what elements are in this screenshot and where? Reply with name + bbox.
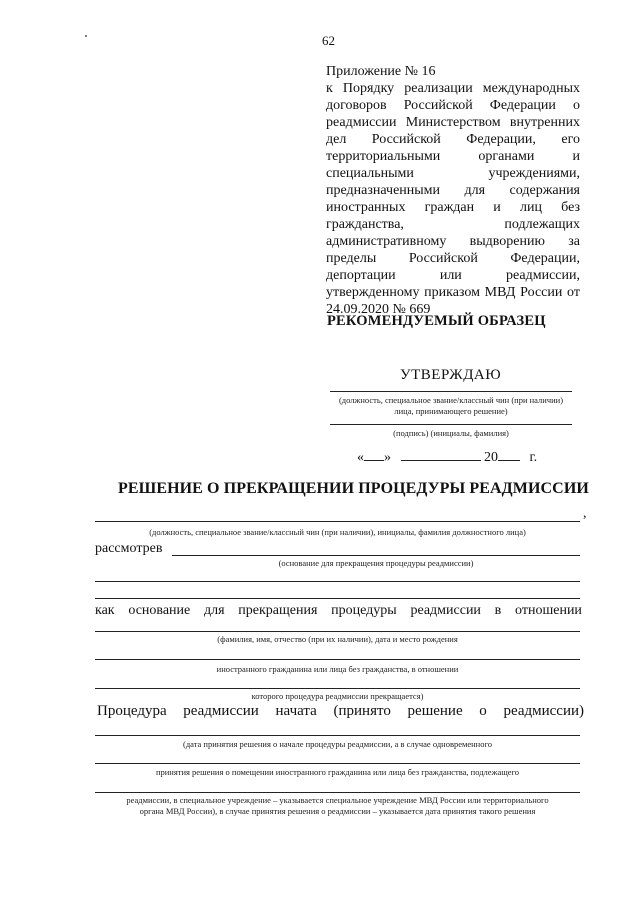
person-line-1 — [95, 631, 580, 632]
word: процедуры — [331, 603, 397, 618]
word: основание — [128, 603, 191, 618]
word: реадмиссии — [183, 703, 259, 719]
word: решение — [407, 703, 463, 719]
approval-signature-caption: (подпись) (инициалы, фамилия) — [393, 428, 509, 438]
date-open-quote: « — [357, 450, 364, 465]
scan-speck — [85, 35, 87, 37]
person-line-2 — [95, 659, 580, 660]
page-number: 62 — [322, 33, 335, 48]
word: для — [203, 603, 225, 618]
appendix-block — [326, 63, 580, 318]
word: как — [95, 603, 115, 618]
date-year-suffix: г. — [529, 450, 538, 465]
word: начата — [275, 703, 317, 719]
date-caption-2: принятия решения о помещении иностранного гражданина или лица без гражданства, подлежащего — [155, 767, 520, 777]
date-caption-1: (дата принятия решения о начале процедуры реадмиссии, а в случае одновременного — [182, 739, 493, 749]
date-caption-3: реадмиссии, в специальное учреждение – указывается специальное учреждение МВД России или территориального — [126, 795, 549, 805]
sample-label: РЕКОМЕНДУЕМЫЙ ОБРАЗЕЦ — [327, 313, 546, 329]
word: Процедура — [97, 703, 167, 719]
appendix-body: к Порядку реализации международных договоров Российской Федерации о реадмиссии Министерством внутренних дел Российской Федерации, его территориальными органами и специальными учреждениями, предназначенными для содержания иностранных граждан и лиц без гражданства, подлежащих административному выдворению за пределы Российской Федерации, депортации или реадмиссии, утвержденному приказом МВД России от 24.09.2020 № 669 — [326, 81, 580, 317]
approval-position-caption: (должность, специальное звание/классный чин (при наличии) лица, принимающего решение) — [338, 395, 564, 416]
as-basis-text — [95, 603, 582, 619]
word: реадмиссии) — [503, 703, 584, 719]
person-caption-2: иностранного гражданина или лица без гражданства, в отношении — [216, 664, 459, 674]
person-caption-1: (фамилия, имя, отчество (при их наличии), дата и место рождения — [217, 634, 458, 644]
approval-signature-line — [330, 424, 572, 425]
date-line-3 — [95, 792, 580, 793]
person-line-3 — [95, 688, 580, 689]
word: прекращения — [238, 603, 318, 618]
word: в — [494, 603, 502, 618]
approval-heading: УТВЕРЖДАЮ — [400, 367, 502, 383]
considered-label: рассмотрев — [95, 541, 163, 556]
word: отношении — [515, 603, 582, 618]
date-line-1 — [95, 735, 580, 736]
basis-line-2 — [95, 598, 580, 599]
considered-line — [172, 555, 580, 556]
person-caption-3: которого процедура реадмиссии прекращается) — [251, 691, 424, 701]
approval-position-line — [330, 391, 572, 392]
approval-date — [357, 450, 557, 466]
date-caption-4: органа МВД России), в случае принятия решения о реадмиссии – указывается дата принятия такого решения — [139, 806, 536, 816]
basis-caption: (основание для прекращения процедуры реадмиссии) — [278, 558, 474, 568]
official-caption: (должность, специальное звание/классный чин (при наличии), инициалы, фамилия должностного лица) — [149, 527, 526, 537]
date-line-2 — [95, 763, 580, 764]
official-comma: , — [583, 506, 587, 521]
procedure-text — [97, 703, 584, 720]
date-year-prefix: 20 — [484, 450, 498, 465]
word: реадмиссии — [410, 603, 481, 618]
basis-line-1 — [95, 581, 580, 582]
word: (принято — [333, 703, 391, 719]
date-close-quote: » — [384, 450, 391, 465]
word: о — [479, 703, 487, 719]
official-line — [95, 521, 580, 522]
appendix-title: Приложение № 16 — [326, 64, 436, 79]
document-title: РЕШЕНИЕ О ПРЕКРАЩЕНИИ ПРОЦЕДУРЫ РЕАДМИССИИ — [118, 480, 589, 497]
